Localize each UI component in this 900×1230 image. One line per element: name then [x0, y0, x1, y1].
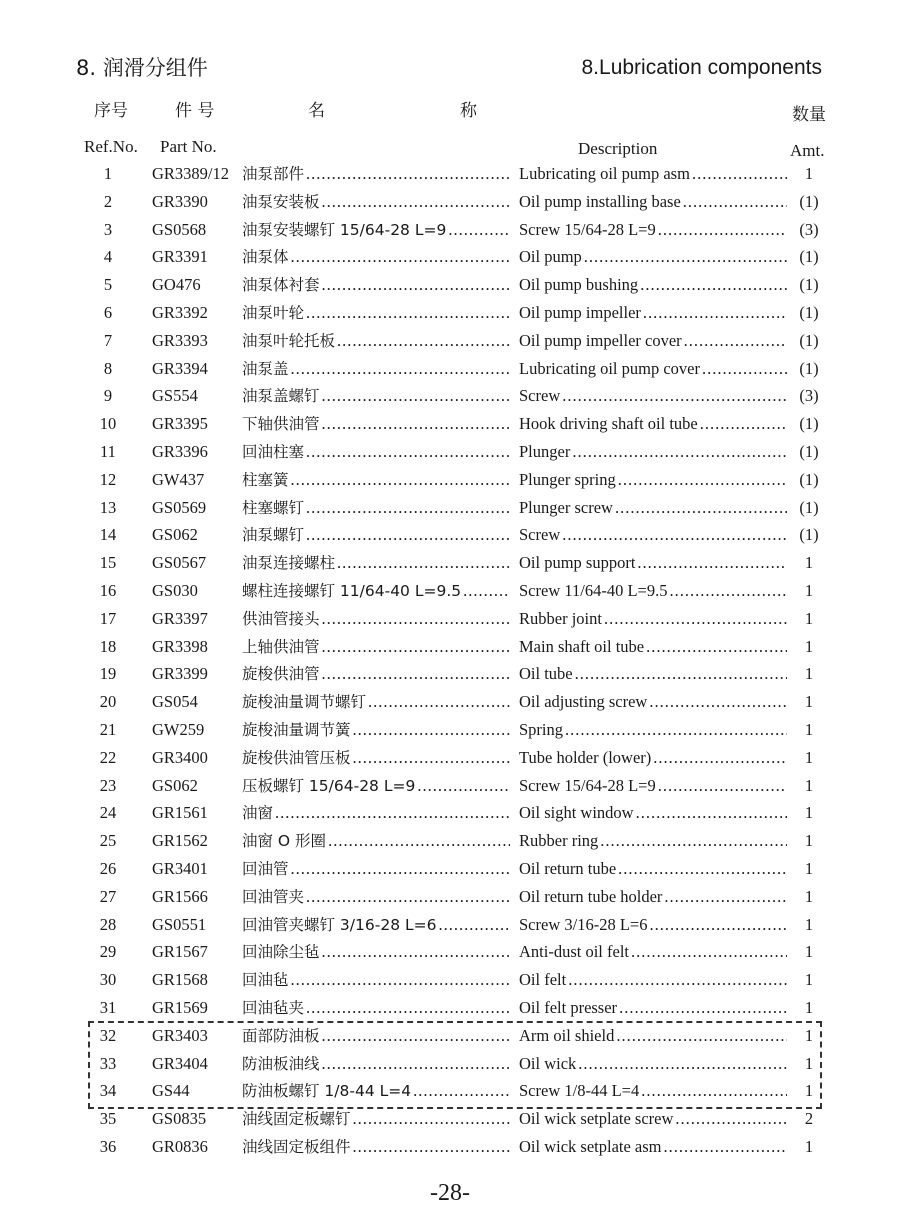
- amount: (1): [799, 525, 819, 545]
- description: Screw 11/64-40 L=9.5: [519, 581, 668, 600]
- part-number: GS0567: [152, 553, 207, 573]
- ref-number: 13: [99, 497, 117, 517]
- amount: 1: [804, 608, 814, 628]
- description: Tube holder (lower): [519, 747, 652, 767]
- amount: 1: [804, 747, 814, 767]
- description: Screw 3/16-28 L=6: [519, 914, 648, 934]
- description: Oil return tube holder: [519, 886, 663, 906]
- name-cn: 下轴供油管: [242, 415, 320, 434]
- leader-dots: [320, 605, 510, 633]
- description: Screw 1/8-44 L=4: [519, 1081, 640, 1101]
- ref-number: 9: [103, 386, 113, 406]
- part-number: GS0835: [152, 1109, 207, 1129]
- table-row: [0, 855, 900, 883]
- header-ref-cn: 序号: [94, 101, 128, 121]
- amount: 1: [804, 831, 814, 851]
- name-cn: 油泵连接螺柱: [242, 554, 336, 573]
- leader-dots: [320, 382, 510, 410]
- part-number: GR3390: [152, 191, 208, 211]
- table-row: [0, 938, 900, 966]
- part-number: GS030: [152, 581, 198, 600]
- description: Plunger: [519, 442, 571, 461]
- leader-dots: [602, 605, 787, 633]
- part-number: GW437: [152, 469, 205, 489]
- ref-number: 19: [99, 664, 117, 684]
- name-cn: 螺柱连接螺钉 11/64-40 L=9.5: [242, 582, 462, 600]
- description: Screw 15/64-28 L=9: [519, 775, 656, 795]
- table-row: [0, 966, 900, 994]
- table-row: [0, 382, 900, 410]
- description: Screw: [519, 386, 561, 406]
- table-row: [0, 911, 900, 939]
- ref-number: 33: [99, 1053, 117, 1073]
- table-row: [0, 299, 900, 327]
- leader-dots: [304, 160, 510, 188]
- amount: 1: [804, 581, 814, 600]
- leader-dots: [304, 438, 510, 466]
- header-part-cn: 件 号: [175, 101, 215, 121]
- amount: 1: [804, 998, 814, 1017]
- description: Rubber ring: [519, 831, 599, 851]
- leader-dots: [304, 299, 510, 327]
- part-number: GR3395: [152, 414, 208, 434]
- name-cn: 防油板螺钉 1/8-44 L=4: [242, 1082, 412, 1101]
- description: Screw 15/64-28 L=9: [519, 219, 656, 239]
- table-row: [0, 327, 900, 355]
- amount: 1: [804, 1137, 814, 1156]
- part-number: GR3398: [152, 636, 208, 656]
- leader-dots: [690, 160, 787, 188]
- table-row: [0, 883, 900, 911]
- leader-dots: [651, 744, 787, 772]
- dashed-group-box: [88, 1021, 822, 1109]
- leader-dots: [351, 1133, 510, 1161]
- leader-dots: [320, 660, 510, 688]
- ref-number: 30: [99, 970, 117, 990]
- section-title-cn: 8. 润滑分组件: [76, 56, 208, 80]
- ref-number: 3: [103, 219, 113, 239]
- part-number: GR3401: [152, 859, 208, 878]
- amount: 1: [804, 664, 814, 684]
- ref-number: 27: [99, 886, 117, 906]
- description: Main shaft oil tube: [519, 636, 645, 656]
- part-number: GR3397: [152, 608, 208, 628]
- amount: (1): [799, 330, 819, 350]
- description: Oil return tube: [519, 859, 617, 878]
- part-number: GR3394: [152, 358, 208, 378]
- leader-dots: [641, 299, 787, 327]
- leader-dots: [656, 216, 787, 244]
- amount: (1): [799, 414, 819, 434]
- leader-dots: [634, 799, 787, 827]
- name-cn: 油线固定板螺钉: [242, 1110, 351, 1129]
- ref-number: 17: [99, 608, 117, 628]
- table-row: [0, 160, 900, 188]
- table-row: [0, 744, 900, 772]
- name-cn: 防油板油线: [242, 1054, 320, 1073]
- ref-number: 10: [99, 414, 117, 434]
- part-number: GR1561: [152, 803, 208, 823]
- table-row: [0, 466, 900, 494]
- part-number: GO476: [152, 275, 201, 295]
- amount: (1): [799, 358, 819, 378]
- part-number: GR1569: [152, 998, 208, 1017]
- name-cn: 回油除尘毡: [242, 943, 320, 962]
- ref-number: 14: [99, 525, 117, 545]
- ref-number: 18: [99, 636, 117, 656]
- ref-number: 32: [99, 1025, 117, 1045]
- table-row: [0, 994, 900, 1022]
- description: Spring: [519, 720, 564, 739]
- description: Oil pump impeller cover: [519, 330, 682, 350]
- table-row: [0, 1105, 900, 1133]
- table-row: [0, 660, 900, 688]
- table-row: [0, 521, 900, 549]
- part-number: GR1567: [152, 942, 208, 962]
- table-row: [0, 688, 900, 716]
- amount: (1): [799, 469, 819, 489]
- name-cn: 柱塞螺钉: [242, 498, 305, 517]
- ref-number: 21: [99, 720, 117, 739]
- name-cn: 油泵体: [242, 248, 289, 267]
- leader-dots: [436, 911, 510, 939]
- leader-dots: [326, 827, 510, 855]
- leader-dots: [289, 855, 510, 883]
- amount: 1: [804, 942, 814, 962]
- ref-number: 5: [103, 275, 113, 295]
- leader-dots: [682, 327, 787, 355]
- description: Oil tube: [519, 664, 573, 684]
- leader-dots: [638, 271, 787, 299]
- amount: 2: [804, 1109, 814, 1129]
- leader-dots: [335, 549, 510, 577]
- ref-number: 15: [99, 553, 117, 573]
- name-cn: 油窗 O 形圈: [242, 832, 327, 851]
- leader-dots: [304, 494, 510, 522]
- leader-dots: [351, 744, 510, 772]
- table-row: [0, 243, 900, 271]
- leader-dots: [681, 188, 787, 216]
- part-number: GS0569: [152, 497, 207, 517]
- amount: (1): [799, 247, 819, 267]
- leader-dots: [616, 855, 787, 883]
- name-cn: 压板螺钉 15/64-28 L=9: [242, 776, 416, 795]
- leader-dots: [335, 327, 510, 355]
- description: Oil sight window: [519, 803, 634, 823]
- table-row: [0, 494, 900, 522]
- part-number: GR3404: [152, 1053, 208, 1073]
- part-number: GR3393: [152, 330, 208, 350]
- description: Oil pump support: [519, 553, 636, 573]
- leader-dots: [446, 216, 510, 244]
- description: Anti-dust oil felt: [519, 942, 629, 962]
- ref-number: 8: [103, 358, 113, 378]
- ref-number: 7: [103, 330, 113, 350]
- amount: (1): [799, 275, 819, 295]
- leader-dots: [698, 410, 787, 438]
- leader-dots: [320, 271, 510, 299]
- leader-dots: [563, 716, 787, 744]
- part-number: GR3392: [152, 303, 208, 322]
- part-number: GS0551: [152, 914, 207, 934]
- part-number: GS054: [152, 692, 198, 712]
- part-number: GS44: [152, 1081, 190, 1101]
- part-number: GR3391: [152, 247, 208, 267]
- header-ref-en: Ref.No.: [84, 137, 138, 156]
- leader-dots: [662, 1133, 787, 1161]
- ref-number: 29: [99, 942, 117, 962]
- name-cn: 面部防油板: [242, 1026, 320, 1045]
- part-number: GS062: [152, 775, 198, 795]
- leader-dots: [289, 243, 510, 271]
- description: Lubricating oil pump asm: [519, 164, 690, 183]
- leader-dots: [351, 1105, 510, 1133]
- table-row: [0, 633, 900, 661]
- name-cn: 油泵安装螺钉 15/64-28 L=9: [242, 220, 447, 239]
- amount: (1): [799, 442, 819, 461]
- leader-dots: [616, 466, 787, 494]
- description: Oil felt presser: [519, 998, 618, 1017]
- description: Oil wick setplate screw: [519, 1109, 674, 1129]
- header-name-cn-1: 名: [308, 101, 325, 121]
- description: Oil felt: [519, 970, 567, 990]
- description: Oil pump bushing: [519, 275, 639, 295]
- leader-dots: [673, 1105, 787, 1133]
- name-cn: 油泵体衬套: [242, 276, 320, 295]
- name-cn: 油泵盖螺钉: [242, 387, 320, 406]
- leader-dots: [629, 938, 787, 966]
- ref-number: 35: [99, 1109, 117, 1129]
- leader-dots: [304, 521, 510, 549]
- part-number: GR1566: [152, 886, 208, 906]
- leader-dots: [662, 883, 787, 911]
- part-number: GR3389/12: [152, 164, 230, 183]
- table-row: [0, 827, 900, 855]
- name-cn: 回油管: [242, 860, 289, 878]
- name-cn: 旋梭油量调节簧: [242, 721, 351, 739]
- ref-number: 4: [103, 247, 113, 267]
- ref-number: 36: [99, 1137, 117, 1156]
- table-row: [0, 772, 900, 800]
- amount: 1: [804, 970, 814, 990]
- leader-dots: [613, 494, 787, 522]
- leader-dots: [644, 633, 787, 661]
- leader-dots: [320, 938, 510, 966]
- description: Oil wick: [519, 1053, 577, 1073]
- part-number: GR1562: [152, 831, 208, 851]
- table-row: [0, 716, 900, 744]
- ref-number: 23: [99, 775, 117, 795]
- name-cn: 旋梭供油管: [242, 665, 320, 684]
- name-cn: 回油毡: [242, 971, 289, 990]
- table-row: [0, 1133, 900, 1161]
- part-number: GW259: [152, 720, 205, 739]
- amount: (3): [799, 386, 819, 406]
- part-number: GR1568: [152, 970, 208, 990]
- ref-number: 24: [99, 803, 117, 823]
- description: Plunger spring: [519, 469, 616, 489]
- leader-dots: [320, 633, 510, 661]
- amount: 1: [804, 553, 814, 573]
- leader-dots: [304, 883, 510, 911]
- amount: 1: [804, 914, 814, 934]
- name-cn: 油窗: [242, 804, 274, 823]
- name-cn: 回油柱塞: [242, 443, 305, 461]
- table-row: [0, 410, 900, 438]
- leader-dots: [320, 410, 510, 438]
- description: Plunger screw: [519, 497, 613, 517]
- name-cn: 上轴供油管: [242, 637, 320, 656]
- part-number: GR3396: [152, 442, 208, 461]
- part-number: GS062: [152, 525, 198, 545]
- ref-number: 6: [103, 303, 113, 322]
- amount: 1: [804, 859, 814, 878]
- amount: 1: [804, 803, 814, 823]
- table-row: [0, 577, 900, 605]
- table-row: [0, 799, 900, 827]
- description: Hook driving shaft oil tube: [519, 414, 698, 434]
- table-row: [0, 549, 900, 577]
- description: Screw: [519, 525, 561, 545]
- leader-dots: [647, 688, 787, 716]
- amount: 1: [804, 692, 814, 712]
- name-cn: 回油管夹: [242, 887, 305, 906]
- table-row: [0, 216, 900, 244]
- leader-dots: [582, 243, 787, 271]
- ref-number: 20: [99, 692, 117, 712]
- leader-dots: [289, 355, 510, 383]
- name-cn: 油泵盖: [242, 359, 289, 378]
- ref-number: 31: [99, 998, 117, 1017]
- amount: 1: [804, 1025, 814, 1045]
- header-name-cn-2: 称: [460, 101, 477, 121]
- amount: (1): [799, 191, 819, 211]
- description: Oil pump: [519, 247, 582, 267]
- amount: (3): [799, 219, 819, 239]
- name-cn: 回油管夹螺钉 3/16-28 L=6: [242, 915, 437, 934]
- part-number: GR0836: [152, 1137, 208, 1156]
- name-cn: 回油毡夹: [242, 999, 305, 1017]
- description: Oil wick setplate asm: [519, 1137, 662, 1156]
- amount: 1: [804, 636, 814, 656]
- amount: 1: [804, 164, 814, 183]
- amount: 1: [804, 1081, 814, 1101]
- amount: (1): [799, 303, 819, 322]
- leader-dots: [304, 994, 510, 1022]
- amount: 1: [804, 720, 814, 739]
- ref-number: 25: [99, 831, 117, 851]
- leader-dots: [560, 521, 787, 549]
- leader-dots: [573, 660, 787, 688]
- ref-number: 28: [99, 914, 117, 934]
- table-row: [0, 271, 900, 299]
- leader-dots: [320, 188, 510, 216]
- amount: (1): [799, 497, 819, 517]
- leader-dots: [656, 772, 787, 800]
- description: Oil adjusting screw: [519, 692, 648, 712]
- name-cn: 供油管接头: [242, 609, 320, 628]
- name-cn: 油泵螺钉: [242, 526, 305, 545]
- description: Rubber joint: [519, 608, 602, 628]
- description: Oil pump installing base: [519, 191, 681, 211]
- table-row: [0, 438, 900, 466]
- name-cn: 柱塞簧: [242, 470, 289, 489]
- leader-dots: [415, 772, 510, 800]
- leader-dots: [617, 994, 787, 1022]
- leader-dots: [667, 577, 787, 605]
- name-cn: 油泵部件: [242, 165, 305, 183]
- name-cn: 油泵叶轮托板: [242, 331, 336, 350]
- page-number: -28-: [430, 1180, 470, 1206]
- ref-number: 22: [99, 747, 117, 767]
- description: Arm oil shield: [519, 1025, 615, 1045]
- header-part-en: Part No.: [160, 137, 217, 156]
- header-amt-en: Amt.: [790, 141, 825, 160]
- name-cn: 旋梭供油管压板: [242, 748, 351, 767]
- leader-dots: [647, 911, 787, 939]
- leader-dots: [273, 799, 510, 827]
- amount: 1: [804, 1053, 814, 1073]
- table-row: [0, 605, 900, 633]
- ref-number: 2: [103, 191, 113, 211]
- leader-dots: [289, 466, 510, 494]
- part-number: GS0568: [152, 219, 207, 239]
- leader-dots: [598, 827, 787, 855]
- header-amt-cn: 数量: [792, 105, 826, 125]
- table-row: [0, 355, 900, 383]
- leader-dots: [289, 966, 510, 994]
- table-row: [0, 188, 900, 216]
- name-cn: 油线固定板组件: [242, 1138, 351, 1156]
- description: Oil pump impeller: [519, 303, 641, 322]
- leader-dots: [700, 355, 787, 383]
- ref-number: 12: [99, 469, 117, 489]
- description: Lubricating oil pump cover: [519, 358, 700, 378]
- name-cn: 油泵安装板: [242, 192, 320, 211]
- ref-number: 34: [99, 1081, 117, 1101]
- ref-number: 16: [99, 581, 117, 600]
- ref-number: 26: [99, 859, 117, 878]
- part-number: GS554: [152, 386, 198, 406]
- leader-dots: [351, 716, 510, 744]
- part-number: GR3399: [152, 664, 208, 684]
- leader-dots: [366, 688, 510, 716]
- amount: 1: [804, 775, 814, 795]
- part-number: GR3400: [152, 747, 208, 767]
- leader-dots: [570, 438, 787, 466]
- leader-dots: [635, 549, 787, 577]
- ref-number: 11: [100, 442, 116, 461]
- name-cn: 油泵叶轮: [242, 304, 305, 322]
- leader-dots: [560, 382, 787, 410]
- section-title-en: 8.Lubrication components: [581, 56, 822, 79]
- leader-dots: [566, 966, 787, 994]
- part-number: GR3403: [152, 1025, 208, 1045]
- ref-number: 1: [103, 164, 113, 183]
- name-cn: 旋梭油量调节螺钉: [242, 693, 367, 712]
- leader-dots: [461, 577, 510, 605]
- header-desc-en: Description: [578, 139, 658, 158]
- amount: 1: [804, 886, 814, 906]
